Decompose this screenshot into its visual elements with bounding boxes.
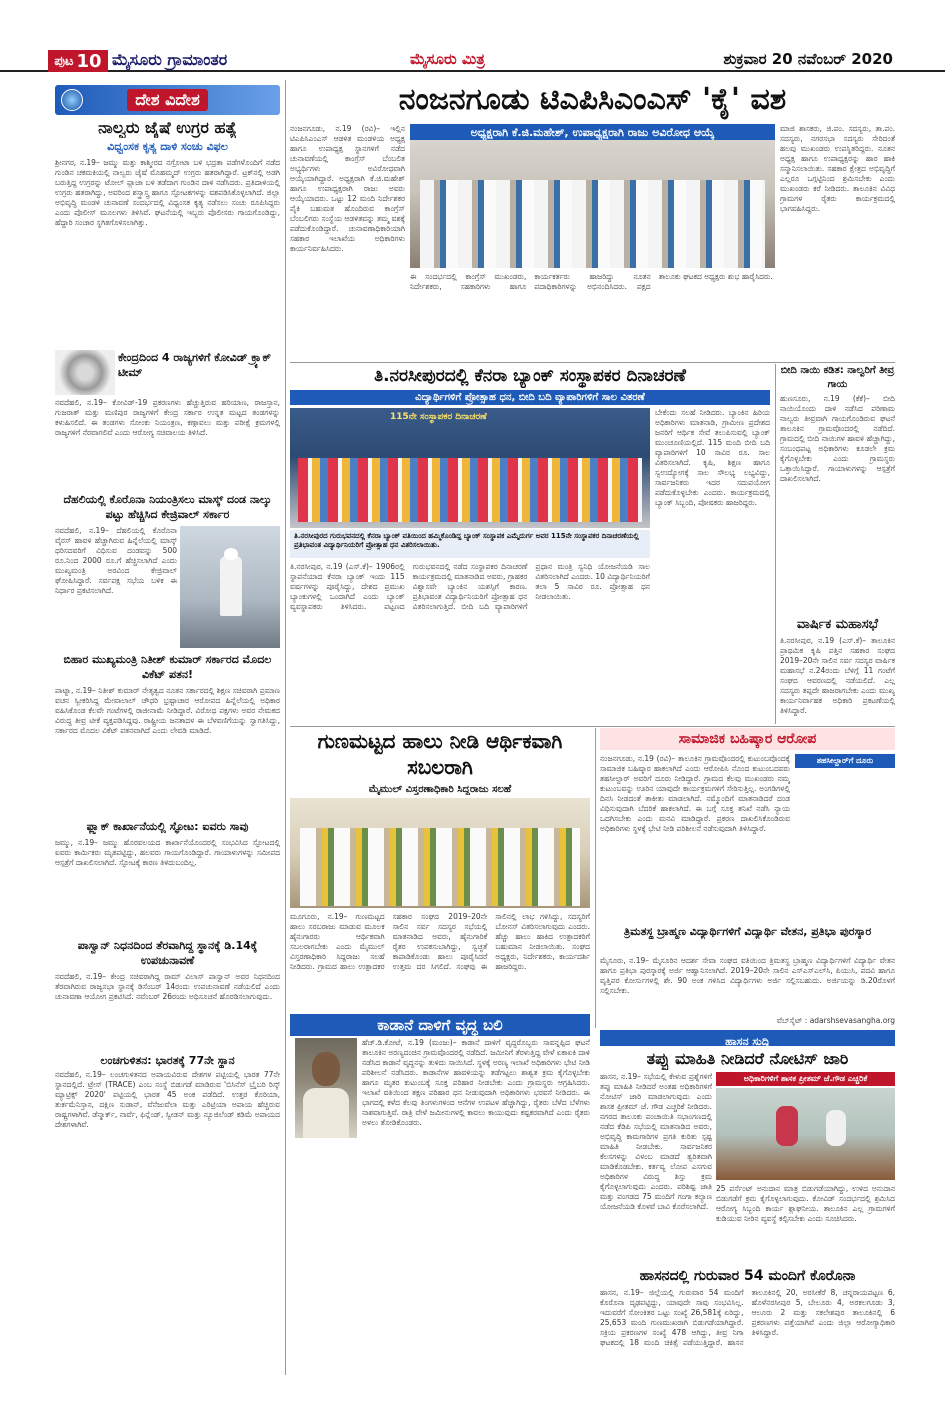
article-boycott: ನಂಜನಗೂಡು, ನ.19 (ರವಿ)– ತಾಲೂಕಿನ ಗ್ರಾಮವೊಂದರಲ್ಲಿ ಕುಟುಂಬವೊಂದಕ್ಕೆ ಸಾಮಾಜಿಕ ಬಹಿಷ್ಕಾರ ಹಾಕಲಾಗಿದೆ ಎಂದು ಆರೋಪಿಸಿ ನೊಂದ ಕುಟುಂಬದವರು ತಹಸೀಲ್ದಾರ್ ಅವರಿಗೆ ದೂರು ನೀಡಿದ್ದಾರೆ. ಗ್ರಾಮದ ಕೆಲವು ಮುಖಂಡರು ನಮ್ಮ ಕುಟುಂಬವನ್ನು ಊರಿನ ಯಾವುದೇ ಕಾರ್ಯಕ್ರಮಗಳಿಗೆ ಸೇರಿಸುತ್ತಿಲ್ಲ. ಅಂಗಡಿಗಳಲ್ಲಿ ದಿನಸಿ ನೀಡದಂತೆ ತಾಕೀತು ಮಾಡಲಾಗಿದೆ. ನಮ್ಮೊಂದಿಗೆ ಮಾತನಾಡಿದರೆ ದಂಡ ವಿಧಿಸುವುದಾಗಿ ಬೆದರಿಕೆ ಹಾಕಲಾಗಿದೆ. ಈ ಬಗ್ಗೆ ಸೂಕ್ತ ತನಿಖೆ ನಡೆಸಿ ನ್ಯಾಯ ಒದಗಿಸಬೇಕು ಎಂದು ಮನವಿ ಮಾಡಿದ್ದಾರೆ. ಪ್ರಕರಣ ದಾಖಲಿಸಿಕೊಂಡಿರುವ ಅಧಿಕಾರಿಗಳು ಸ್ಥಳಕ್ಕೆ ಭೇಟಿ ನೀಡಿ ಪರಿಶೀಲನೆ ನಡೆಸುವುದಾಗಿ ತಿಳಿಸಿದ್ದಾರೆ. (600, 754, 790, 833)
issue-date: ಶುಕ್ರವಾರ 20 ನವೆಂಬರ್ 2020 (723, 50, 893, 68)
headline-elephant: ಕಾಡಾನೆ ದಾಳಿಗೆ ವೃದ್ಧ ಬಲಿ (290, 1014, 590, 1036)
headline-dog-bite: ಬೀದಿ ನಾಯಿ ಕಡಿತ: ನಾಲ್ವರಿಗೆ ತೀವ್ರ ಗಾಯ (780, 365, 895, 390)
victim-portrait-photo (295, 1038, 357, 1138)
covid-virus-image (55, 350, 115, 395)
article-bihar: ಪಾಟ್ನಾ, ನ.19– ನಿತೀಶ್ ಕುಮಾರ್ ನೇತೃತ್ವದ ನೂತನ ಸರ್ಕಾರದಲ್ಲಿ ಶಿಕ್ಷಣ ಸಚಿವರಾಗಿ ಪ್ರಮಾಣ ವಚನ ಸ್ವೀಕರಿಸಿದ್ದ ಮೇವಾಲಾಲ್ ಚೌಧರಿ ಭ್ರಷ್ಟಾಚಾರ ಆರೋಪದ ಹಿನ್ನೆಲೆಯಲ್ಲಿ ಅಧಿಕಾರ ವಹಿಸಿಕೊಂಡ ಕೆಲವೇ ಗಂಟೆಗಳಲ್ಲಿ ರಾಜೀನಾಮೆ ನೀಡಿದ್ದಾರೆ. ವಿರೋಧ ಪಕ್ಷಗಳು ಅವರ ನೇಮಕದ ವಿರುದ್ಧ ತೀವ್ರ ಟೀಕೆ ವ್ಯಕ್ತಪಡಿಸಿದ್ದವು. ರಾಷ್ಟ್ರೀಯ ಜನತಾದಳ ಈ ಬೆಳವಣಿಗೆಯನ್ನು ಸ್ವಾಗತಿಸಿದ್ದು, ಸರ್ಕಾರದ ಮೊದಲ ವಿಕೆಟ್ ಪತನವಾಗಿದೆ ಎಂದು ಲೇವಡಿ ಮಾಡಿದೆ. (55, 686, 280, 735)
article-covid-team: ನವದೆಹಲಿ, ನ.19– ಕೋವಿಡ್-19 ಪ್ರಕರಣಗಳು ಹೆಚ್ಚುತ್ತಿರುವ ಹರಿಯಾಣ, ರಾಜಸ್ತಾನ, ಗುಜರಾತ್ ಮತ್ತು ಮಣಿಪುರ ರಾಜ್ಯಗಳಿಗೆ ಕೇಂದ್ರ ಸರ್ಕಾರ ಉನ್ನತ ಮಟ್ಟದ ತಂಡಗಳನ್ನು ಕಳುಹಿಸಲಿದೆ. ಈ ತಂಡಗಳು ಸೋಂಕು ನಿಯಂತ್ರಣ, ಕಣ್ಗಾವಲು ಮತ್ತು ಪರೀಕ್ಷೆ ಕ್ರಮಗಳಲ್ಲಿ ರಾಜ್ಯಗಳಿಗೆ ನೆರವಾಗಲಿವೆ ಎಂದು ಆರೋಗ್ಯ ಸಚಿವಾಲಯ ತಿಳಿಸಿದೆ. (55, 398, 280, 437)
article-tapcms-a: ನಂಜನಗೂಡು, ನ.19 (ರವಿ)– ಇಲ್ಲಿನ ಟಿಎಪಿಸಿಎಂಎಸ್ ಆಡಳಿತ ಮಂಡಳಿಯ ಅಧ್ಯಕ್ಷ ಹಾಗೂ ಉಪಾಧ್ಯಕ್ಷ ಸ್ಥಾನಗಳಿಗೆ ನಡೆದ ಚುನಾವಣೆಯಲ್ಲಿ ಕಾಂಗ್ರೆಸ್ ಬೆಂಬಲಿತ ಅಭ್ಯರ್ಥಿಗಳು ಅವಿರೋಧವಾಗಿ ಆಯ್ಕೆಯಾಗಿದ್ದಾರೆ. ಅಧ್ಯಕ್ಷರಾಗಿ ಕೆ.ಜಿ.ಮಹೇಶ್ ಹಾಗೂ ಉಪಾಧ್ಯಕ್ಷರಾಗಿ ರಾಜು ಅವರು ಆಯ್ಕೆಯಾದರು. ಒಟ್ಟು 12 ಮಂದಿ ನಿರ್ದೇಶಕರ ಪೈಕಿ ಬಹುಮತ ಹೊಂದಿರುವ ಕಾಂಗ್ರೆಸ್ ಬೆಂಬಲಿಗರು ಸಂಸ್ಥೆಯ ಆಡಳಿತವನ್ನು ತಮ್ಮ ವಶಕ್ಕೆ ಪಡೆದುಕೊಂಡಿದ್ದಾರೆ. ಚುನಾವಣಾಧಿಕಾರಿಯಾಗಿ ಸಹಕಾರ ಇಲಾಖೆಯ ಅಧಿಕಾರಿಗಳು ಕಾರ್ಯನಿರ್ವಹಿಸಿದರು. (290, 124, 405, 253)
article-tapcms-right: ಮಾಜಿ ಶಾಸಕರು, ಜಿ.ಪಂ. ಸದಸ್ಯರು, ತಾ.ಪಂ. ಸದಸ್ಯರು, ನಗರಸಭಾ ಸದಸ್ಯರು ಸೇರಿದಂತೆ ಹಲವು ಮುಖಂಡರು ಉಪಸ್ಥಿತರಿದ್ದರು. ನೂತನ ಅಧ್ಯಕ್ಷ ಹಾಗೂ ಉಪಾಧ್ಯಕ್ಷರನ್ನು ಹಾರ ಹಾಕಿ ಸನ್ಮಾನಿಸಲಾಯಿತು. ಸಹಕಾರ ಕ್ಷೇತ್ರದ ಅಭಿವೃದ್ಧಿಗೆ ಎಲ್ಲರೂ ಒಗ್ಗಟ್ಟಿನಿಂದ ಶ್ರಮಿಸಬೇಕು ಎಂದು ಮುಖಂಡರು ಕರೆ ನೀಡಿದರು. ತಾಲೂಕಿನ ವಿವಿಧ ಗ್ರಾಮಗಳ ರೈತರು ಕಾರ್ಯಕ್ರಮದಲ್ಲಿ ಭಾಗವಹಿಸಿದ್ದರು. (780, 124, 895, 213)
globe-icon (61, 89, 83, 111)
article-annual-meet: ತಿ.ನರಸೀಪುರ, ನ.19 (ಎಸ್.ಕೆ)– ತಾಲೂಕಿನ ಪ್ರಾಥಮಿಕ ಕೃಷಿ ಪತ್ತಿನ ಸಹಕಾರ ಸಂಘದ 2019–20ನೇ ಸಾಲಿನ ಸರ್ವ ಸದಸ್ಯರ ವಾರ್ಷಿಕ ಮಹಾಸಭೆ ನ.24ರಂದು ಬೆಳಿಗ್ಗೆ 11 ಗಂಟೆಗೆ ಸಂಘದ ಆವರಣದಲ್ಲಿ ನಡೆಯಲಿದೆ. ಎಲ್ಲ ಸದಸ್ಯರು ತಪ್ಪದೇ ಹಾಜರಾಗಬೇಕು ಎಂದು ಮುಖ್ಯ ಕಾರ್ಯನಿರ್ವಾಹಕ ಅಧಿಕಾರಿ ಪ್ರಕಟಣೆಯಲ್ಲಿ ತಿಳಿಸಿದ್ದಾರೆ. (780, 636, 895, 715)
subhead-jaish: ವಿಧ್ವಂಸಕ ಕೃತ್ಯ ದಾಳಿ ಸಂಚು ವಿಫಲ (107, 140, 228, 153)
subhead-milk: ಮೈಮುಲ್ ವಿಸ್ತರಣಾಧಿಕಾರಿ ಸಿದ್ದರಾಜು ಸಲಹೆ (368, 784, 512, 795)
article-hassan-corona: ಹಾಸನ, ನ.19– ಜಿಲ್ಲೆಯಲ್ಲಿ ಗುರುವಾರ 54 ಮಂದಿಗೆ ಕೊರೊನಾ ದೃಢಪಟ್ಟಿದ್ದು, ಯಾವುದೇ ಸಾವು ಸಂಭವಿಸಿಲ್ಲ. ಇದುವರೆಗೆ ಸೋಂಕಿತರ ಒಟ್ಟು ಸಂಖ್ಯೆ 26,581ಕ್ಕೆ ಏರಿದ್ದು, 25,653 ಮಂದಿ ಗುಣಮುಖರಾಗಿ ಬಿಡುಗಡೆಯಾಗಿದ್ದಾರೆ. ಸಕ್ರಿಯ ಪ್ರಕರಣಗಳ ಸಂಖ್ಯೆ 478 ಆಗಿದ್ದು, ತೀವ್ರ ನಿಗಾ ಘಟಕದಲ್ಲಿ 18 ಮಂದಿ ಚಿಕಿತ್ಸೆ ಪಡೆಯುತ್ತಿದ್ದಾರೆ. ಹಾಸನ ತಾಲೂಕಿನಲ್ಲಿ 20, ಅರಸೀಕೆರೆ 8, ಚನ್ನರಾಯಪಟ್ಟಣ 6, ಹೊಳೆನರಸೀಪುರ 5, ಬೇಲೂರು 4, ಅರಕಲಗೂಡು 3, ಆಲೂರು 2 ಮತ್ತು ಸಕಲೇಶಪುರ ತಾಲೂಕಿನಲ್ಲಿ 6 ಪ್ರಕರಣಗಳು ಪತ್ತೆಯಾಗಿವೆ ಎಂದು ಜಿಲ್ಲಾ ಆರೋಗ್ಯಾಧಿಕಾರಿ ತಿಳಿಸಿದ್ದಾರೆ. (600, 1288, 895, 1347)
article-bribery: ನವದೆಹಲಿ, ನ.19– ಲಂಚಗುಳಿತನದ ಅಪಾಯವಿರುವ ದೇಶಗಳ ಪಟ್ಟಿಯಲ್ಲಿ ಭಾರತ 77ನೇ ಸ್ಥಾನದಲ್ಲಿದೆ. ಟ್ರೇಸ್ (TRACE) ಎಂಬ ಸಂಸ್ಥೆ ಬಿಡುಗಡೆ ಮಾಡಿರುವ 'ಬಿಸಿನೆಸ್ ಬ್ರೈಬರಿ ರಿಸ್ಕ್ ಮ್ಯಾಟ್ರಿಕ್ಸ್ 2020' ಪಟ್ಟಿಯಲ್ಲಿ ಭಾರತ 45 ಅಂಕ ಪಡೆದಿದೆ. ಉತ್ತರ ಕೊರಿಯಾ, ತುರ್ಕಮೆನಿಸ್ತಾನ, ದಕ್ಷಿಣ ಸುಡಾನ್, ವೆನೆಜುವೆಲಾ ಮತ್ತು ಎರಿಟ್ರಿಯಾ ಅಪಾಯ ಹೆಚ್ಚಿರುವ ರಾಷ್ಟ್ರಗಳಾಗಿವೆ. ಡೆನ್ಮಾರ್ಕ್, ನಾರ್ವೆ, ಫಿನ್ಲೆಂಡ್, ಸ್ವೀಡನ್ ಮತ್ತು ನ್ಯೂಜಿಲೆಂಡ್ ಕಡಿಮೆ ಅಪಾಯದ ದೇಶಗಳಾಗಿವೆ. (55, 1070, 280, 1129)
boycott-tag: ತಹಸೀಲ್ದಾರ್‌ಗೆ ದೂರು (795, 754, 895, 768)
canara-event-photo: 115ನೇ ಸಂಸ್ಥಾಪಕರ ದಿನಾಚರಣೆ (290, 408, 650, 528)
article-milk: ಮೂಗೂರು, ನ.19– ಗುಣಮಟ್ಟದ ಹಾಲು ಸರಬರಾಜು ಮಾಡುವ ಮೂಲಕ ಹೈನುಗಾರರು ಆರ್ಥಿಕವಾಗಿ ಸಬಲರಾಗಬೇಕು ಎಂದು ಮೈಮುಲ್ ವಿಸ್ತರಣಾಧಿಕಾರಿ ಸಿದ್ದರಾಜು ಸಲಹೆ ನೀಡಿದರು. ಗ್ರಾಮದ ಹಾಲು ಉತ್ಪಾದಕರ ಸಹಕಾರ ಸಂಘದ 2019–20ನೇ ಸಾಲಿನ ಸರ್ವ ಸದಸ್ಯರ ಸಭೆಯಲ್ಲಿ ಮಾತನಾಡಿದ ಅವರು, ಹೈನುಗಾರಿಕೆ ರೈತರ ಉಪಕಸುಬಾಗಿದ್ದು, ಸ್ವಚ್ಛತೆ ಕಾಪಾಡಿಕೊಂಡು ಹಾಲು ಪೂರೈಸಿದರೆ ಉತ್ತಮ ದರ ಸಿಗಲಿದೆ. ಸಂಘವು ಈ ಸಾಲಿನಲ್ಲಿ ಲಾಭ ಗಳಿಸಿದ್ದು, ಸದಸ್ಯರಿಗೆ ಬೋನಸ್ ವಿತರಿಸಲಾಗುವುದು ಎಂದರು. ಹೆಚ್ಚು ಹಾಲು ಹಾಕಿದ ಉತ್ಪಾದಕರಿಗೆ ಬಹುಮಾನ ನೀಡಲಾಯಿತು. ಸಂಘದ ಅಧ್ಯಕ್ಷರು, ನಿರ್ದೇಶಕರು, ಕಾರ್ಯದರ್ಶಿ ಹಾಜರಿದ್ದರು. (290, 912, 590, 971)
section-title: ಮೈಸೂರು ಗ್ರಾಮಾಂತರ (112, 50, 228, 69)
headline-covid-team: ಕೇಂದ್ರದಿಂದ 4 ರಾಜ್ಯಗಳಿಗೆ ಕೋವಿಡ್ ಕ್ರ್ಯಾಕ್ ಟೀಮ್ (118, 351, 272, 379)
column-divider (595, 728, 596, 1028)
headline-brahmin: ತ್ರಿಮತಸ್ಥ ಬ್ರಾಹ್ಮಣ ವಿದ್ಯಾರ್ಥಿಗಳಿಗೆ ವಿದ್ಯಾರ್ಥಿ ವೇತನ, ಪ್ರತಿಭಾ ಪುರಸ್ಕಾರ (623, 925, 872, 938)
headline-delhi-mask: ದೆಹಲಿಯಲ್ಲಿ ಕೊರೊನಾ ನಿಯಂತ್ರಿಸಲು ಮಾಸ್ಕ್ ದಂಡ ನಾಲ್ಕು ಪಟ್ಟು ಹೆಚ್ಚಿಸಿದ ಕೇಜ್ರಿವಾಲ್ ಸರ್ಕಾರ (63, 493, 272, 521)
caption-canara: ತಿ.ನರಸೀಪುರದ ಗುರುಭವನದಲ್ಲಿ ಕೆನರಾ ಬ್ಯಾಂಕ್ ವತಿಯಿಂದ ಹಮ್ಮಿಕೊಂಡಿದ್ದ ಬ್ಯಾಂಕ್ ಸಂಸ್ಥಾಪಕ ಎಮ್ಮೆದುರ್ಗ ಅವರ 115ನೇ ಸಂಸ್ಥಾಪಕರ ದಿನಾಚರಣೆಯಲ್ಲಿ ಪ್ರತಿಭಾವಂತ ವಿದ್ಯಾರ್ಥಿನಿಯರಿಗೆ ಪ್ರೋತ್ಸಾಹ ಧನ ವಿತರಿಸಲಾಯಿತು. (290, 530, 650, 558)
article-explosion: ಜಮ್ಮು, ನ.19– ಜಮ್ಮು ಹೊರವಲಯದ ಕಾರ್ಖಾನೆಯೊಂದರಲ್ಲಿ ಸಂಭವಿಸಿದ ಸ್ಫೋಟದಲ್ಲಿ ಐವರು ಕಾರ್ಮಿಕರು ಮೃತಪಟ್ಟಿದ್ದು, ಹಲವರು ಗಾಯಗೊಂಡಿದ್ದಾರೆ. ಗಾಯಾಳುಗಳನ್ನು ಸಮೀಪದ ಆಸ್ಪತ್ರೆಗೆ ದಾಖಲಿಸಲಾಗಿದೆ. ಸ್ಫೋಟಕ್ಕೆ ಕಾರಣ ತಿಳಿದುಬಂದಿಲ್ಲ. (55, 838, 280, 867)
article-elephant: ಹೆಚ್.ಡಿ.ಕೋಟೆ, ನ.19 (ಮಂಜು)– ಕಾಡಾನೆ ದಾಳಿಗೆ ವೃದ್ಧರೊಬ್ಬರು ಸಾವನ್ನಪ್ಪಿದ ಘಟನೆ ತಾಲೂಕಿನ ಅರಣ್ಯದಂಚಿನ ಗ್ರಾಮವೊಂದರಲ್ಲಿ ನಡೆದಿದೆ. ಜಮೀನಿಗೆ ತೆರಳುತ್ತಿದ್ದ ವೇಳೆ ಏಕಾಏಕಿ ದಾಳಿ ನಡೆಸಿದ ಕಾಡಾನೆ ವೃದ್ಧನನ್ನು ತುಳಿದು ಸಾಯಿಸಿದೆ. ಸ್ಥಳಕ್ಕೆ ಅರಣ್ಯ ಇಲಾಖೆ ಅಧಿಕಾರಿಗಳು ಭೇಟಿ ನೀಡಿ ಪರಿಶೀಲನೆ ನಡೆಸಿದರು. ಕಾಡಾನೆಗಳ ಹಾವಳಿಯನ್ನು ತಡೆಗಟ್ಟಲು ಶಾಶ್ವತ ಕ್ರಮ ಕೈಗೊಳ್ಳಬೇಕು ಹಾಗೂ ಮೃತರ ಕುಟುಂಬಕ್ಕೆ ಸೂಕ್ತ ಪರಿಹಾರ ನೀಡಬೇಕು ಎಂದು ಗ್ರಾಮಸ್ಥರು ಆಗ್ರಹಿಸಿದರು. ಇಲಾಖೆ ವತಿಯಿಂದ ತಕ್ಷಣ ಪರಿಹಾರ ಧನ ನೀಡುವುದಾಗಿ ಅಧಿಕಾರಿಗಳು ಭರವಸೆ ನೀಡಿದರು. ಈ ಭಾಗದಲ್ಲಿ ಕಳೆದ ಕೆಲವು ತಿಂಗಳುಗಳಿಂದ ಆನೆಗಳ ಉಪಟಳ ಹೆಚ್ಚಾಗಿದ್ದು, ರೈತರು ಬೆಳೆದ ಬೆಳೆಗಳು ನಾಶವಾಗುತ್ತಿವೆ. ರಾತ್ರಿ ವೇಳೆ ಜಮೀನುಗಳಲ್ಲಿ ಕಾವಲು ಕಾಯುವುದು ಕಷ್ಟಕರವಾಗಿದೆ ಎಂದು ರೈತರು ಅಳಲು ತೋಡಿಕೊಂಡರು. (362, 1038, 590, 1127)
article-canara: ತಿ.ನರಸೀಪುರ, ನ.19 (ಎಸ್.ಕೆ)– 1906ರಲ್ಲಿ ಸ್ಥಾಪನೆಯಾದ ಕೆನರಾ ಬ್ಯಾಂಕ್ ಇಂದು 115 ವರ್ಷಗಳನ್ನು ಪೂರೈಸಿದ್ದು, ದೇಶದ ಪ್ರಮುಖ ಬ್ಯಾಂಕುಗಳಲ್ಲಿ ಒಂದಾಗಿದೆ ಎಂದು ಬ್ಯಾಂಕ್ ವ್ಯವಸ್ಥಾಪಕರು ತಿಳಿಸಿದರು. ಪಟ್ಟಣದ ಗುರುಭವನದಲ್ಲಿ ನಡೆದ ಸಂಸ್ಥಾಪಕರ ದಿನಾಚರಣೆ ಕಾರ್ಯಕ್ರಮದಲ್ಲಿ ಮಾತನಾಡಿದ ಅವರು, ಗ್ರಾಹಕರ ವಿಶ್ವಾಸವೇ ಬ್ಯಾಂಕಿನ ಯಶಸ್ಸಿಗೆ ಕಾರಣ. ಪ್ರತಿಭಾವಂತ ವಿದ್ಯಾರ್ಥಿನಿಯರಿಗೆ ಪ್ರೋತ್ಸಾಹ ಧನ ವಿತರಿಸಲಾಗುತ್ತಿದೆ. ಬೀದಿ ಬದಿ ವ್ಯಾಪಾರಿಗಳಿಗೆ ಪ್ರಧಾನ ಮಂತ್ರಿ ಸ್ವನಿಧಿ ಯೋಜನೆಯಡಿ ಸಾಲ ವಿತರಿಸಲಾಗಿದೆ ಎಂದರು. 10 ವಿದ್ಯಾರ್ಥಿನಿಯರಿಗೆ ತಲಾ 5 ಸಾವಿರ ರೂ. ಪ್ರೋತ್ಸಾಹ ಧನ ನೀಡಲಾಯಿತು. (290, 562, 650, 611)
hassan-meeting-photo (716, 1088, 895, 1180)
article-dog-bite: ಹುಣಸೂರು, ನ.19 (ಕೆಕೆ)– ಬೀದಿ ನಾಯಿಯೊಂದು ದಾಳಿ ನಡೆಸಿದ ಪರಿಣಾಮ ನಾಲ್ವರು ತೀವ್ರವಾಗಿ ಗಾಯಗೊಂಡಿರುವ ಘಟನೆ ತಾಲೂಕಿನ ಗ್ರಾಮವೊಂದರಲ್ಲಿ ನಡೆದಿದೆ. ಗ್ರಾಮದಲ್ಲಿ ಬೀದಿ ನಾಯಿಗಳ ಹಾವಳಿ ಹೆಚ್ಚಾಗಿದ್ದು, ಸಂಬಂಧಪಟ್ಟ ಅಧಿಕಾರಿಗಳು ಕೂಡಲೇ ಕ್ರಮ ಕೈಗೊಳ್ಳಬೇಕು ಎಂದು ಗ್ರಾಮಸ್ಥರು ಒತ್ತಾಯಿಸಿದ್ದಾರೆ. ಗಾಯಾಳುಗಳನ್ನು ಆಸ್ಪತ್ರೆಗೆ ದಾಖಲಿಸಲಾಗಿದೆ. (780, 394, 895, 483)
article-hassan-notice: ಹಾಸನ, ನ.19– ಸಭೆಯಲ್ಲಿ ಕೇಳುವ ಪ್ರಶ್ನೆಗಳಿಗೆ ತಪ್ಪು ಮಾಹಿತಿ ನೀಡಿದರೆ ಅಂತಹ ಅಧಿಕಾರಿಗಳಿಗೆ ನೋಟಿಸ್ ಜಾರಿ ಮಾಡಲಾಗುವುದು ಎಂದು ಶಾಸಕ ಪ್ರೀತಮ್ ಜೆ. ಗೌಡ ಎಚ್ಚರಿಕೆ ನೀಡಿದರು. ನಗರದ ತಾಲೂಕು ಪಂಚಾಯಿತಿ ಸಭಾಂಗಣದಲ್ಲಿ ನಡೆದ ಕೆಡಿಪಿ ಸಭೆಯಲ್ಲಿ ಮಾತನಾಡಿದ ಅವರು, ಅಭಿವೃದ್ಧಿ ಕಾಮಗಾರಿಗಳ ಪ್ರಗತಿ ಕುರಿತು ಸ್ಪಷ್ಟ ಮಾಹಿತಿ ನೀಡಬೇಕು. ಸಾರ್ವಜನಿಕರ ಕೆಲಸಗಳನ್ನು ವಿಳಂಬ ಮಾಡದೆ ತ್ವರಿತವಾಗಿ ಮಾಡಿಕೊಡಬೇಕು. ಕರ್ತವ್ಯ ಲೋಪ ಎಸಗುವ ಅಧಿಕಾರಿಗಳ ವಿರುದ್ಧ ಶಿಸ್ತು ಕ್ರಮ ಕೈಗೊಳ್ಳಲಾಗುವುದು ಎಂದರು. ಪರಿಶಿಷ್ಟ ಜಾತಿ ಮತ್ತು ಪಂಗಡದ 75 ಮಂದಿಗೆ ಗಂಗಾ ಕಲ್ಯಾಣ ಯೋಜನೆಯಡಿ ಕೊಳವೆ ಬಾವಿ ಕೊರೆಸಲಾಗಿದೆ. (600, 1072, 712, 1211)
article-paswan: ನವದೆಹಲಿ, ನ.19– ಕೇಂದ್ರ ಸಚಿವರಾಗಿದ್ದ ರಾಮ್ ವಿಲಾಸ್ ಪಾಸ್ವಾನ್ ಅವರ ನಿಧನದಿಂದ ತೆರವಾಗಿರುವ ರಾಜ್ಯಸಭಾ ಸ್ಥಾನಕ್ಕೆ ಡಿಸೆಂಬರ್ 14ರಂದು ಉಪಚುನಾವಣೆ ನಡೆಯಲಿದೆ ಎಂದು ಚುನಾವಣಾ ಆಯೋಗ ಪ್ರಕಟಿಸಿದೆ. ನವೆಂಬರ್ 26ರಂದು ಅಧಿಸೂಚನೆ ಹೊರಡಿಸಲಾಗುವುದು. (55, 972, 280, 1001)
subhead-tapcms: ಅಧ್ಯಕ್ಷರಾಗಿ ಕೆ.ಜಿ.ಮಹೇಶ್, ಉಪಾಧ್ಯಕ್ಷರಾಗಿ ರಾಜು ಅವಿರೋಧ ಆಯ್ಕೆ (410, 124, 775, 142)
headline-bribery: ಲಂಚಗುಳಿತನ: ಭಾರತಕ್ಕೆ 77ನೇ ಸ್ಥಾನ (100, 1054, 235, 1067)
article-tapcms-c: ಈ ಸಂದರ್ಭದಲ್ಲಿ ಕಾಂಗ್ರೆಸ್ ಮುಖಂಡರು, ನಿರ್ದೇಶಕರು, ಸಹಕಾರಿಗಳು ಹಾಗೂ ಕಾರ್ಯಕರ್ತರು ಹಾಜರಿದ್ದು ನೂತನ ಪದಾಧಿಕಾರಿಗಳನ್ನು ಅಭಿನಂದಿಸಿದರು. ಪಕ್ಷದ ತಾಲೂಕು ಘಟಕದ ಅಧ್ಯಕ್ಷರು ಶುಭ ಹಾರೈಸಿದರು. (410, 272, 773, 291)
article-delhi-mask: ನವದೆಹಲಿ, ನ.19– ದೆಹಲಿಯಲ್ಲಿ ಕೊರೊನಾ ವೈರಸ್ ಹಾವಳಿ ಹೆಚ್ಚಾಗಿರುವ ಹಿನ್ನೆಲೆಯಲ್ಲಿ ಮಾಸ್ಕ್ ಧರಿಸದವರಿಗೆ ವಿಧಿಸುವ ದಂಡವನ್ನು 500 ರೂ.ನಿಂದ 2000 ರೂ.ಗೆ ಹೆಚ್ಚಿಸಲಾಗಿದೆ ಎಂದು ಮುಖ್ಯಮಂತ್ರಿ ಅರವಿಂದ ಕೇಜ್ರಿವಾಲ್ ಘೋಷಿಸಿದ್ದಾರೆ. ಸರ್ವಪಕ್ಷ ಸಭೆಯ ಬಳಿಕ ಈ ನಿರ್ಧಾರ ಪ್ರಕಟಿಸಲಾಗಿದೆ. (55, 526, 177, 595)
headline-jaish: ನಾಲ್ವರು ಜೈಷೆ ಉಗ್ರರ ಹತ್ಯೆ (98, 118, 237, 137)
article-jaish: ಶ್ರೀನಗರ, ನ.19– ಜಮ್ಮು ಮತ್ತು ಕಾಶ್ಮೀರದ ನಗ್ರೋಟಾ ಬಳಿ ಭದ್ರತಾ ಪಡೆಗಳೊಂದಿಗೆ ನಡೆದ ಗುಂಡಿನ ಚಕಮಕಿಯಲ್ಲಿ ನಾಲ್ವರು ಜೈಷೆ ಮೊಹಮ್ಮದ್ ಉಗ್ರರು ಹತರಾಗಿದ್ದಾರೆ. ಟ್ರಕ್‌ನಲ್ಲಿ ಅಡಗಿ ಬರುತ್ತಿದ್ದ ಉಗ್ರರನ್ನು ಟೋಲ್ ಪ್ಲಾಜಾ ಬಳಿ ತಡೆದಾಗ ಗುಂಡಿನ ದಾಳಿ ನಡೆಸಿದರು. ಪ್ರತಿದಾಳಿಯಲ್ಲಿ ಉಗ್ರರು ಹತರಾಗಿದ್ದು, ಅವರಿಂದ ಶಸ್ತ್ರಾಸ್ತ್ರ ಹಾಗೂ ಸ್ಫೋಟಕಗಳನ್ನು ವಶಪಡಿಸಿಕೊಳ್ಳಲಾಗಿದೆ. ಜಿಲ್ಲಾ ಅಭಿವೃದ್ಧಿ ಮಂಡಳಿ ಚುನಾವಣೆ ಸಂದರ್ಭದಲ್ಲಿ ವಿಧ್ವಂಸಕ ಕೃತ್ಯ ನಡೆಸಲು ಸಂಚು ರೂಪಿಸಿದ್ದರು ಎಂದು ಪೊಲೀಸ್ ಮೂಲಗಳು ತಿಳಿಸಿವೆ. ಘಟನೆಯಲ್ಲಿ ಇಬ್ಬರು ಪೊಲೀಸರು ಗಾಯಗೊಂಡಿದ್ದು, ಹೆದ್ದಾರಿ ಸಂಚಾರ ಸ್ಥಗಿತಗೊಳಿಸಲಾಗಿತ್ತು. (55, 158, 280, 227)
subhead-hassan-notice: ಅಧಿಕಾರಿಗಳಿಗೆ ಶಾಸಕ ಪ್ರೀತಮ್ ಜೆ.ಗೌಡ ಎಚ್ಚರಿಕೆ (716, 1072, 895, 1086)
headline-annual-meet: ವಾರ್ಷಿಕ ಮಹಾಸಭೆ (796, 617, 879, 632)
article-boycott-side (795, 772, 895, 922)
headline-canara: ತಿ.ನರಸೀಪುರದಲ್ಲಿ ಕೆನರಾ ಬ್ಯಾಂಕ್ ಸಂಸ್ಥಾಪಕರ ದಿನಾಚರಣೆ (374, 366, 686, 386)
headline-paswan: ಪಾಸ್ವಾನ್ ನಿಧನದಿಂದ ತೆರವಾಗಿದ್ದ ಸ್ಥಾನಕ್ಕೆ ಡಿ.14ಕ್ಕೆ ಉಪಚುನಾವಣೆ (77, 939, 258, 967)
newspaper-name: ಮೈಸೂರು ಮಿತ್ರ (410, 50, 485, 68)
article-canara-side: ಬೇಕೆಂದು ಸಲಹೆ ನೀಡಿದರು. ಬ್ಯಾಂಕಿನ ಹಿರಿಯ ಅಧಿಕಾರಿಗಳು ಮಾತನಾಡಿ, ಗ್ರಾಮೀಣ ಪ್ರದೇಶದ ಜನರಿಗೆ ಆರ್ಥಿಕ ಸೇವೆ ತಲುಪಿಸುವಲ್ಲಿ ಬ್ಯಾಂಕ್ ಮುಂಚೂಣಿಯಲ್ಲಿದೆ. 115 ಮಂದಿ ಬೀದಿ ಬದಿ ವ್ಯಾಪಾರಿಗಳಿಗೆ 10 ಸಾವಿರ ರೂ. ಸಾಲ ವಿತರಿಸಲಾಗಿದೆ. ಕೃಷಿ, ಶಿಕ್ಷಣ ಹಾಗೂ ಸ್ವಉದ್ಯೋಗಕ್ಕೆ ಸಾಲ ಸೌಲಭ್ಯ ಲಭ್ಯವಿದ್ದು, ಸಾರ್ವಜನಿಕರು ಇದರ ಸದುಪಯೋಗ ಪಡೆದುಕೊಳ್ಳಬೇಕು ಎಂದರು. ಕಾರ್ಯಕ್ರಮದಲ್ಲಿ ಬ್ಯಾಂಕ್ ಸಿಬ್ಬಂದಿ, ಪೋಷಕರು ಹಾಜರಿದ್ದರು. (655, 408, 770, 507)
headline-boycott: ಸಾಮಾಜಿಕ ಬಹಿಷ್ಕಾರ ಆರೋಪ (600, 728, 895, 750)
column-divider (775, 364, 776, 724)
column-divider (285, 80, 286, 1375)
divider (290, 362, 895, 363)
brahmin-website: ವೆಬ್‌ಸೈಟ್ : adarshsevasangha.org (776, 1016, 895, 1025)
headline-tapcms: ನಂಜನಗೂಡು ಟಿಎಪಿಸಿಎಂಎಸ್ 'ಕೈ' ವಶ (398, 82, 787, 117)
page-number-badge: ಪುಟ 10 (48, 50, 108, 72)
hassan-banner: ಹಾಸನ ಸುದ್ದಿ (600, 1030, 895, 1046)
headline-bihar: ಬಿಹಾರ ಮುಖ್ಯಮಂತ್ರಿ ನಿತೀಶ್ ಕುಮಾರ್ ಸರ್ಕಾರದ ಮೊದಲ ವಿಕೆಟ್ ಪತನ! (63, 653, 272, 681)
tapcms-group-photo (410, 140, 775, 268)
divider (290, 726, 895, 727)
article-hassan-right: 25 ಪರ್ಸೆಂಟ್ ಅನುದಾನ ಮಾತ್ರ ಬಿಡುಗಡೆಯಾಗಿದ್ದು, ಉಳಿದ ಅನುದಾನ ಬಿಡುಗಡೆಗೆ ಕ್ರಮ ಕೈಗೊಳ್ಳಲಾಗುವುದು. ಕೋವಿಡ್ ಸಂದರ್ಭದಲ್ಲಿ ಶ್ರಮಿಸಿದ ಆರೋಗ್ಯ ಸಿಬ್ಬಂದಿ ಕಾರ್ಯ ಶ್ಲಾಘನೀಯ. ತಾಲೂಕಿನ ಎಲ್ಲ ಗ್ರಾಮಗಳಿಗೆ ಕುಡಿಯುವ ನೀರಿನ ವ್ಯವಸ್ಥೆ ಕಲ್ಪಿಸಬೇಕು ಎಂದು ಸೂಚಿಸಿದರು. (716, 1184, 895, 1223)
subhead-canara: ವಿದ್ಯಾರ್ಥಿಗಳಿಗೆ ಪ್ರೋತ್ಸಾಹ ಧನ, ಬೀದಿ ಬದಿ ವ್ಯಾಪಾರಿಗಳಿಗೆ ಸಾಲ ವಿತರಣೆ (290, 390, 770, 405)
headline-hassan-corona: ಹಾಸನದಲ್ಲಿ ಗುರುವಾರ 54 ಮಂದಿಗೆ ಕೊರೊನಾ (639, 1268, 856, 1284)
headline-explosion: ಫ್ಲ್ಯಾಕ್ ಕಾರ್ಖಾನೆಯಲ್ಲಿ ಸ್ಫೋಟ: ಐವರು ಸಾವು (86, 820, 249, 833)
headline-milk: ಗುಣಮಟ್ಟದ ಹಾಲು ನೀಡಿ ಆರ್ಥಿಕವಾಗಿ ಸಬಲರಾಗಿ (317, 729, 563, 779)
section-banner: ದೇಶ ವಿದೇಶ (55, 85, 280, 115)
headline-hassan-notice: ತಪ್ಪು ಮಾಹಿತಿ ನೀಡಿದರೆ ನೋಟಿಸ್ ಜಾರಿ (646, 1049, 849, 1068)
milk-society-photo (290, 798, 590, 908)
delhi-traffic-police-photo (180, 526, 280, 648)
article-brahmin: ಮೈಸೂರು, ನ.19– ಮೈಸೂರಿನ ಆದರ್ಶ ಸೇವಾ ಸಂಘದ ವತಿಯಿಂದ ತ್ರಿಮತಸ್ಥ ಬ್ರಾಹ್ಮಣ ವಿದ್ಯಾರ್ಥಿಗಳಿಗೆ ವಿದ್ಯಾರ್ಥಿ ವೇತನ ಹಾಗೂ ಪ್ರತಿಭಾ ಪುರಸ್ಕಾರಕ್ಕೆ ಅರ್ಜಿ ಆಹ್ವಾನಿಸಲಾಗಿದೆ. 2019–20ನೇ ಸಾಲಿನ ಎಸ್ಎಸ್ಎಲ್‌ಸಿ, ಪಿಯುಸಿ, ಪದವಿ ಹಾಗೂ ವೃತ್ತಿಪರ ಕೋರ್ಸುಗಳಲ್ಲಿ ಶೇ. 90 ಅಂಕ ಗಳಿಸಿದ ವಿದ್ಯಾರ್ಥಿಗಳು ಅರ್ಜಿ ಸಲ್ಲಿಸಬಹುದು. ಅರ್ಜಿಯನ್ನು ಡಿ.20ರೊಳಗೆ ಸಲ್ಲಿಸಬೇಕು. (600, 956, 895, 995)
